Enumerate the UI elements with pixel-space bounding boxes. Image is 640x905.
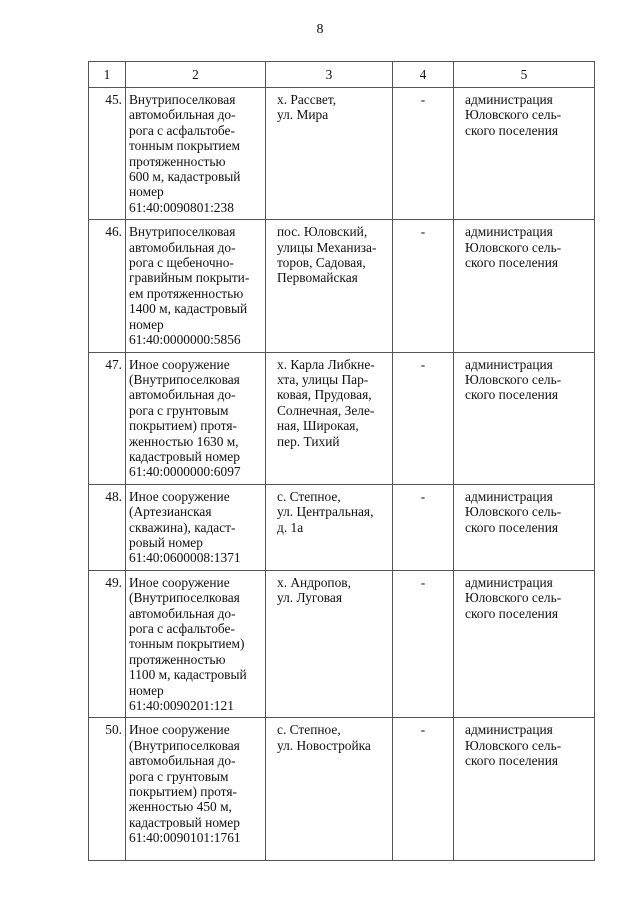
address-line: Солнечная, Зеле- [277,402,375,418]
name-line: покрытием) протя- [129,418,237,434]
owner-cell [454,220,595,352]
owner-line: администрация [465,488,553,504]
name-line: кадастровый номер [129,448,240,464]
owner-line: Юловского сель- [465,504,562,520]
object-name-cell [126,484,266,570]
name-line: (Внутрипоселковая [129,371,240,387]
column4-cell: - [393,88,454,220]
column4-cell: - [393,352,454,484]
name-line: 61:40:0000000:6097 [129,464,241,480]
address-line: хта, улицы Пар- [277,371,369,387]
name-line: рога с щебеночно- [129,255,234,271]
object-name-cell [126,220,266,352]
name-line: Иное сооружение [129,356,230,372]
name-line: тонным покрытием) [129,636,245,652]
name-line: протяженностью [129,153,226,169]
owner-line: ского поселения [465,255,559,271]
owner-line: Юловского сель- [465,590,562,606]
header-cell: 5 [454,62,595,88]
owner-cell [454,484,595,570]
owner-line: ского поселения [465,519,559,535]
name-line: автомобильная до- [129,605,236,621]
object-name-cell [126,718,266,861]
column4-cell: - [393,220,454,352]
name-line: тонным покрытием [129,138,241,154]
name-line: женностью 1630 м, [129,433,239,449]
owner-line: администрация [465,92,553,107]
name-line: рога с грунтовым [129,402,229,418]
address-line: пос. Юловский, [277,224,368,240]
name-line: Иное сооружение [129,722,230,738]
column4-cell: - [393,718,454,861]
table-row [89,718,595,861]
row-number-cell: 48. [89,484,126,570]
owner-line: ского поселения [465,387,559,403]
name-line: номер [129,682,164,698]
address-cell [266,352,393,484]
name-line: рога с грунтовым [129,768,229,784]
address-line: ул. Новостройка [277,737,371,753]
address-line: с. Степное, [277,722,341,738]
address-line: ковая, Прудовая, [277,387,372,403]
column4-cell: - [393,484,454,570]
table-row [89,484,595,570]
row-number-cell: 47. [89,352,126,484]
name-line: автомобильная до- [129,387,236,403]
header-cell: 4 [393,62,454,88]
object-name-cell [126,88,266,220]
header-cell: 1 [89,62,126,88]
table-row [89,352,595,484]
page-number: 8 [316,22,324,37]
registry-table [88,61,595,861]
address-line: пер. Тихий [277,433,340,449]
table-row [89,220,595,352]
name-line: скважина), кадаст- [129,519,236,535]
name-line: автомобильная до- [129,107,236,123]
table-row [89,88,595,220]
row-number-cell: 49. [89,570,126,718]
name-line: 61:40:0000000:5856 [129,332,241,348]
header-cell: 3 [266,62,393,88]
row-number-cell: 45. [89,88,126,220]
owner-line: администрация [465,224,553,240]
object-name-cell [126,352,266,484]
address-line: Первомайская [277,270,358,286]
name-line: Внутрипоселковая [129,92,236,107]
name-line: женностью 450 м, [129,799,232,815]
address-line: х. Андропов, [277,574,351,590]
owner-line: Юловского сель- [465,239,562,255]
address-cell [266,718,393,861]
name-line: 61:40:0090801:238 [129,199,234,215]
name-line: протяженностью [129,651,226,667]
owner-line: администрация [465,722,553,738]
name-line: номер [129,184,164,200]
name-line: Внутрипоселковая [129,224,236,240]
address-cell [266,484,393,570]
name-line: рога с асфальтобе- [129,122,235,138]
row-number-cell: 50. [89,718,126,861]
name-line: рога с асфальтобе- [129,621,235,636]
name-line: Иное сооружение [129,488,230,504]
column4-cell: - [393,570,454,718]
owner-line: администрация [465,356,553,372]
address-line: ная, Широкая, [277,418,359,434]
name-line: 61:40:0090101:1761 [129,830,241,846]
owner-line: Юловского сель- [465,107,562,123]
name-line: (Внутрипоселковая [129,590,240,606]
name-line: (Артезианская [129,504,212,520]
name-line: кадастровый номер [129,814,240,830]
address-line: улицы Механиза- [277,239,377,255]
address-line: х. Рассвет, [277,92,337,107]
name-line: 61:40:0600008:1371 [129,550,241,566]
header-cell: 2 [126,62,266,88]
owner-cell [454,718,595,861]
address-line: ул. Центральная, [277,504,374,520]
name-line: 1400 м, кадастровый [129,301,248,317]
name-line: номер [129,316,164,332]
address-line: ул. Луговая [277,590,343,606]
name-line: автомобильная до- [129,753,236,769]
name-line: (Внутрипоселковая [129,737,240,753]
address-cell [266,220,393,352]
address-line: х. Карла Либкне- [277,356,375,372]
name-line: гравийным покрыти- [129,270,250,286]
owner-cell [454,352,595,484]
address-line: д. 1а [277,519,304,535]
name-line: 61:40:0090201:121 [129,698,234,714]
row-number-cell: 46. [89,220,126,352]
table-header-row [89,62,595,88]
address-cell [266,88,393,220]
owner-line: ского поселения [465,122,559,138]
owner-line: ского поселения [465,753,559,769]
table-row [89,570,595,718]
name-line: покрытием) протя- [129,784,237,800]
address-line: ул. Мира [277,107,329,123]
name-line: 600 м, кадастровый [129,169,241,185]
name-line: автомобильная до- [129,239,236,255]
owner-line: Юловского сель- [465,737,562,753]
owner-cell [454,88,595,220]
name-line: Иное сооружение [129,574,230,590]
name-line: ем протяженностью [129,285,244,301]
owner-line: Юловского сель- [465,371,562,387]
address-line: торов, Садовая, [277,255,366,271]
owner-cell [454,570,595,718]
owner-line: ского поселения [465,605,559,621]
address-cell [266,570,393,718]
address-line: с. Степное, [277,488,341,504]
object-name-cell [126,570,266,718]
name-line: 1100 м, кадастровый [129,667,247,683]
owner-line: администрация [465,574,553,590]
name-line: ровый номер [129,534,203,550]
